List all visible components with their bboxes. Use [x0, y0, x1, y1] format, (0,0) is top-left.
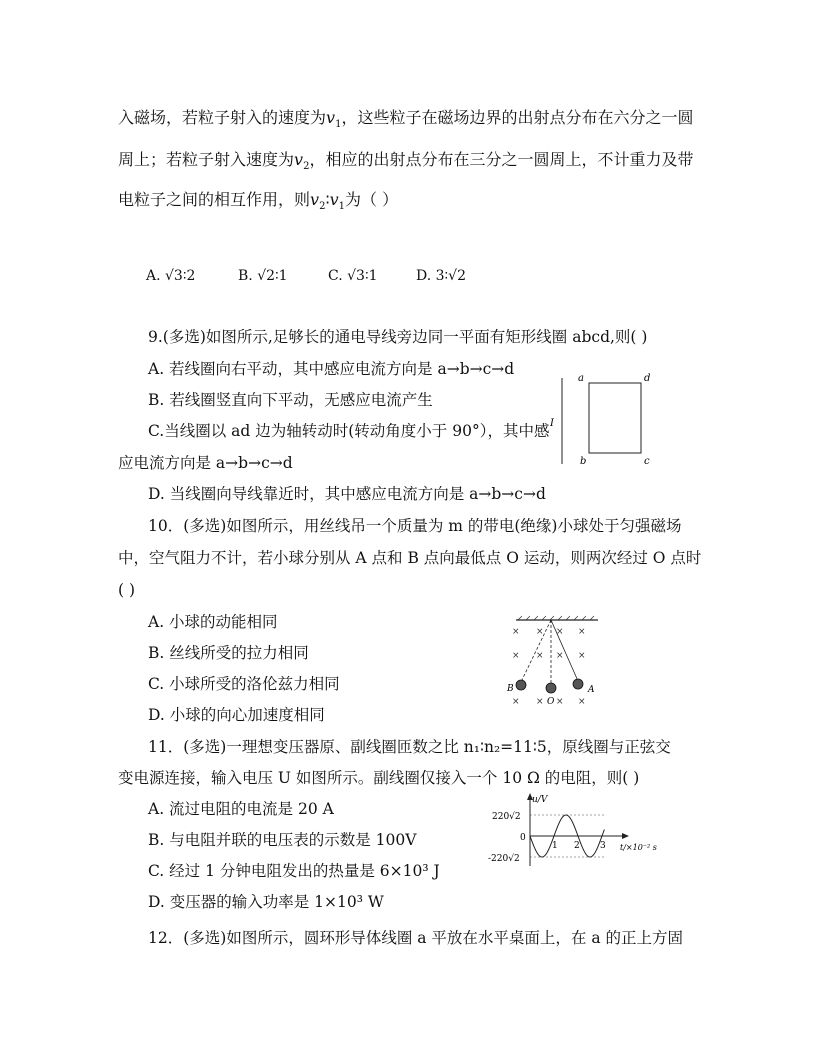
ball-a [573, 679, 583, 689]
intro-line-1 [118, 108, 693, 135]
svg-text:×: × [536, 697, 544, 707]
svg-text:×: × [556, 651, 564, 661]
svg-text:×: × [578, 627, 586, 637]
svg-text:×: × [556, 627, 564, 637]
ball-b [516, 680, 526, 690]
point-b-label: B [507, 684, 514, 694]
origin-label: 0 [520, 833, 526, 843]
q9-option-b: B. 若线圈竖直向下平动，无感应电流产生 [148, 391, 433, 409]
choice-c: C. √3∶1 [328, 268, 378, 284]
q10-option-b: B. 丝线所受的拉力相同 [148, 644, 309, 662]
corner-a-label: a [578, 373, 584, 384]
q10-option-d: D. 小球的向心加速度相同 [148, 706, 325, 724]
x-axis-arrow [622, 833, 629, 839]
var-v: v [329, 190, 339, 209]
corner-b-label: b [580, 456, 587, 467]
choice-b: B. √2∶1 [238, 268, 288, 284]
q10-option-a: A. 小球的动能相同 [148, 613, 278, 631]
q11-stem-2: 变电源连接，输入电压 U 如图所示。副线圈仅接入一个 10 Ω 的电阻，则( ) [118, 769, 640, 787]
var-v: v [310, 190, 320, 209]
subscript: 1 [335, 119, 342, 131]
tick-2-label: 2 [574, 841, 580, 851]
q11-option-a: A. 流过电阻的电流是 20 A [148, 800, 334, 818]
svg-text:×: × [536, 651, 544, 661]
q11-option-d: D. 变压器的输入功率是 1×10³ W [148, 893, 384, 911]
intro-text: 周上；若粒子射入速度为 [118, 150, 295, 169]
q12-stem-1: 12．(多选)如图所示，圆环形导体线圈 a 平放在水平桌面上，在 a 的正上方固 [148, 929, 684, 947]
q11-stem-1: 11．(多选)一理想变压器原、副线圈匝数之比 n₁∶n₂=11∶5，原线圈与正弦交 [148, 738, 671, 756]
svg-text:×: × [556, 697, 564, 707]
y-bottom-label: -220√2 [488, 854, 520, 864]
rectangular-coil [589, 383, 641, 453]
y-top-label: 220√2 [492, 812, 521, 822]
q11-option-c: C. 经过 1 分钟电阻发出的热量是 6×10³ J [148, 862, 440, 880]
q9-option-d: D. 当线圈向导线靠近时，其中感应电流方向是 a→b→c→d [148, 485, 546, 503]
intro-text: ，这些粒子在磁场边界的出射点分布在六分之一圆 [341, 108, 694, 127]
q11-voltage-graph [486, 790, 676, 870]
corner-c-label: c [644, 456, 650, 467]
q8-choices [146, 266, 466, 286]
q10-stem-3: ( ) [118, 581, 136, 599]
svg-text:×: × [512, 697, 520, 707]
subscript: 2 [303, 161, 310, 173]
var-v: v [294, 150, 304, 169]
intro-text: 入磁场，若粒子射入的速度为 [118, 108, 327, 127]
q11-option-b: B. 与电阻并联的电压表的示数是 100V [148, 831, 417, 849]
svg-text:×: × [536, 627, 544, 637]
q10-figure [500, 612, 610, 712]
q10-option-c: C. 小球所受的洛伦兹力相同 [148, 675, 340, 693]
q9-option-a: A. 若线圈向右平动，其中感应电流方向是 a→b→c→d [148, 360, 515, 378]
intro-text: 电粒子之间的相互作用，则 [118, 190, 311, 209]
choice-d: D. 3∶√2 [416, 268, 467, 284]
q9-figure [548, 368, 658, 468]
svg-text:×: × [512, 651, 520, 661]
svg-text:×: × [578, 651, 586, 661]
subscript: 1 [338, 201, 346, 213]
intro-line-3 [118, 190, 398, 217]
tick-3-label: 3 [600, 841, 606, 851]
tick-1-label: 1 [552, 841, 558, 851]
corner-d-label: d [644, 373, 651, 384]
magnetic-field-crosses [512, 627, 586, 707]
point-o-label: O [547, 697, 555, 707]
q10-stem-1: 10．(多选)如图所示，用丝线吊一个质量为 m 的带电(绝缘)小球处于匀强磁场 [148, 517, 682, 535]
svg-text:×: × [578, 697, 586, 707]
current-label: I [550, 418, 554, 429]
q9-option-c-cont: 应电流方向是 a→b→c→d [118, 454, 293, 472]
intro-text: 为（ ） [345, 190, 399, 209]
intro-text: ，相应的出射点分布在三分之一圆周上，不计重力及带 [309, 150, 694, 169]
ratio-colon: ∶ [325, 190, 330, 209]
choice-a: A. √3∶2 [146, 268, 196, 284]
subscript: 2 [319, 201, 326, 213]
svg-text:×: × [512, 627, 520, 637]
q10-stem-2: 中，空气阻力不计，若小球分别从 A 点和 B 点向最低点 O 运动，则两次经过 O 点时 [118, 549, 702, 567]
ball-o [546, 683, 556, 693]
var-v: v [326, 108, 336, 127]
q9-stem: 9.(多选)如图所示,足够长的通电导线旁边同一平面有矩形线圈 abcd,则( ) [148, 328, 648, 346]
x-axis-label: t/×10⁻² s [620, 843, 657, 852]
y-axis-label: u/V [532, 795, 548, 805]
point-a-label: A [588, 685, 595, 695]
q9-option-c: C.当线圈以 ad 边为轴转动时(转动角度小于 90°），其中感 [148, 422, 550, 440]
intro-line-2 [118, 150, 693, 177]
